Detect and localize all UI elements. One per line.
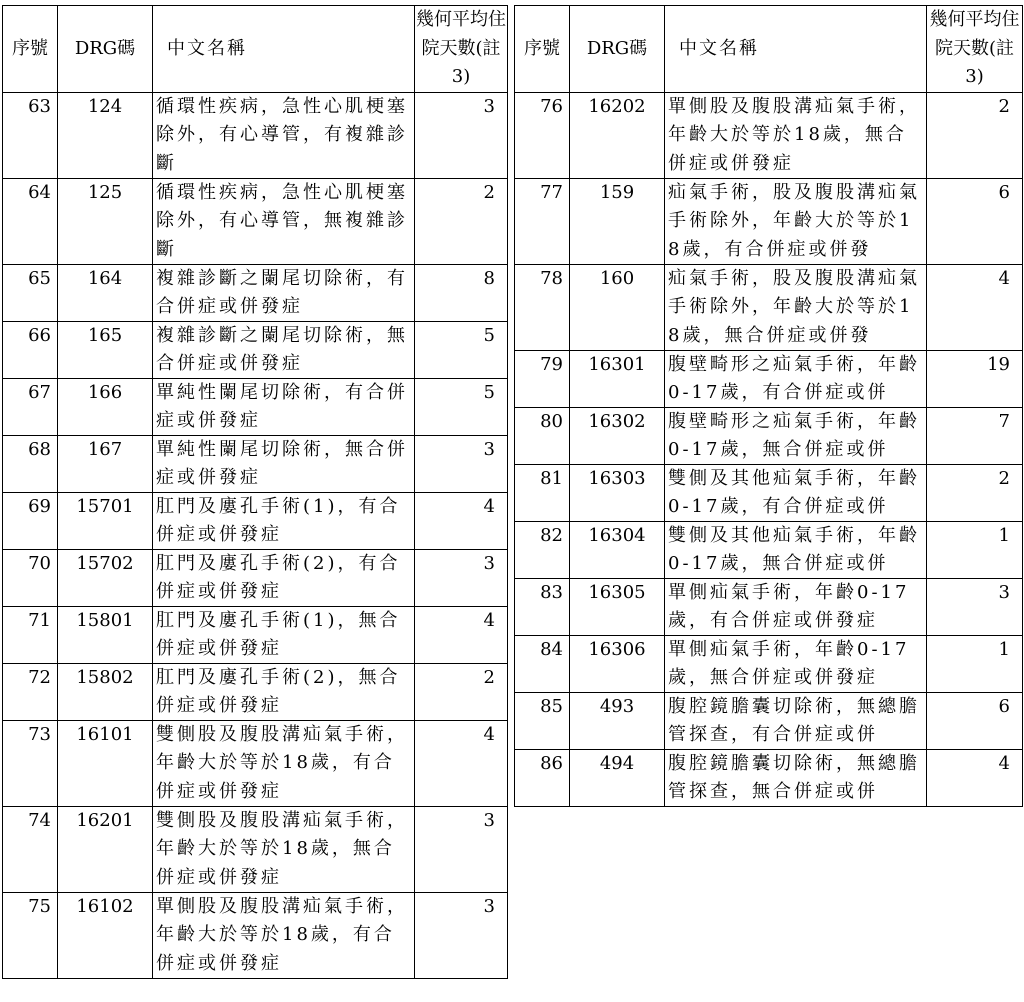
seq-cell [515, 92, 570, 178]
geo-cell [415, 92, 508, 178]
seq-cell [3, 321, 58, 378]
geo-cell-text: 3 [483, 438, 495, 460]
geo-cell [415, 178, 508, 264]
drg-cell [58, 720, 153, 806]
table-row [515, 178, 1023, 264]
table-row [515, 521, 1023, 578]
table-row [3, 92, 508, 178]
name-cell-text: 疝氣手術，股及腹股溝疝氣手術除外，年齡大於等於18歲，有合併症或併發 [668, 181, 920, 260]
seq-cell-text: 82 [540, 524, 563, 546]
name-cell [153, 549, 415, 606]
name-cell-text: 疝氣手術，股及腹股溝疝氣手術除外，年齡大於等於18歲，無合併症或併發 [668, 267, 920, 346]
name-cell [153, 321, 415, 378]
name-cell [665, 264, 927, 350]
drg-cell [58, 378, 153, 435]
name-cell [153, 378, 415, 435]
table-row [515, 578, 1023, 635]
name-cell-text: 雙側股及腹股溝疝氣手術，年齡大於等於18歲，無合併症或併發症 [156, 809, 408, 888]
drg-cell [570, 692, 665, 749]
geo-cell-text: 7 [998, 410, 1010, 432]
drg-cell-text: 124 [87, 95, 123, 117]
table-row [3, 549, 508, 606]
name-cell-text: 複雜診斷之闌尾切除術，無合併症或併發症 [156, 324, 408, 374]
name-cell [153, 606, 415, 663]
seq-cell-text: 67 [28, 381, 51, 403]
table-row [515, 692, 1023, 749]
seq-cell-text: 78 [540, 267, 563, 289]
name-cell [153, 663, 415, 720]
seq-cell [3, 92, 58, 178]
header-name: 中文名稱 [153, 6, 415, 93]
seq-cell [515, 635, 570, 692]
geo-cell [927, 264, 1023, 350]
geo-cell-text: 3 [483, 95, 495, 117]
header-seq: 序號 [3, 6, 58, 93]
drg-cell-text: 16301 [588, 353, 646, 375]
seq-cell [3, 378, 58, 435]
seq-cell-text: 72 [28, 666, 51, 688]
geo-cell [415, 806, 508, 892]
seq-cell [515, 264, 570, 350]
geo-cell-text: 4 [483, 495, 495, 517]
drg-cell-text: 16304 [588, 524, 646, 546]
name-cell-text: 腹腔鏡膽囊切除術，無總膽管探查，有合併症或併 [668, 695, 920, 745]
drg-cell [58, 806, 153, 892]
name-cell [153, 178, 415, 264]
geo-cell [415, 720, 508, 806]
drg-cell-text: 16202 [588, 95, 646, 117]
header-name: 中文名稱 [665, 6, 927, 93]
drg-cell [58, 663, 153, 720]
drg-table-left [2, 5, 508, 979]
seq-cell-text: 68 [28, 438, 51, 460]
drg-cell-text: 15702 [76, 552, 134, 574]
geo-cell [927, 692, 1023, 749]
geo-cell-text: 2 [483, 181, 495, 203]
drg-cell [58, 321, 153, 378]
seq-cell [3, 549, 58, 606]
drg-cell-text: 494 [599, 752, 635, 774]
drg-cell-text: 159 [599, 181, 635, 203]
geo-cell [927, 407, 1023, 464]
drg-cell [58, 264, 153, 321]
geo-cell [415, 435, 508, 492]
table-row [3, 492, 508, 549]
drg-cell [570, 749, 665, 806]
geo-cell-text: 4 [998, 752, 1010, 774]
name-cell [665, 178, 927, 264]
drg-cell-text: 160 [599, 267, 635, 289]
name-cell [153, 264, 415, 321]
drg-cell-text: 15801 [76, 609, 134, 631]
geo-cell-text: 4 [998, 267, 1010, 289]
left-table-body [3, 92, 508, 978]
seq-cell-text: 66 [28, 324, 51, 346]
table-row [3, 435, 508, 492]
name-cell [153, 92, 415, 178]
geo-cell [927, 178, 1023, 264]
drg-cell [570, 521, 665, 578]
geo-cell [927, 521, 1023, 578]
geo-cell-text: 2 [998, 467, 1010, 489]
name-cell [665, 749, 927, 806]
name-cell-text: 肛門及廔孔手術(2)，無合併症或併發症 [156, 666, 401, 716]
seq-cell-text: 74 [28, 809, 51, 831]
drg-cell-text: 167 [87, 438, 123, 460]
seq-cell [3, 435, 58, 492]
drg-cell-text: 125 [87, 181, 123, 203]
table-row [3, 606, 508, 663]
geo-cell [415, 549, 508, 606]
seq-cell [515, 464, 570, 521]
geo-cell-text: 1 [998, 638, 1010, 660]
drg-cell-text: 493 [599, 695, 635, 717]
name-cell [665, 92, 927, 178]
drg-cell [570, 178, 665, 264]
name-cell-text: 肛門及廔孔手術(1)，無合併症或併發症 [156, 609, 401, 659]
name-cell-text: 單側股及腹股溝疝氣手術，年齡大於等於18歲，有合併症或併發症 [156, 895, 408, 974]
geo-cell [415, 606, 508, 663]
name-cell-text: 單純性闌尾切除術，有合併症或併發症 [156, 381, 408, 431]
drg-cell-text: 16306 [588, 638, 646, 660]
drg-cell [58, 892, 153, 978]
seq-cell-text: 79 [540, 353, 563, 375]
drg-cell-text: 16101 [76, 723, 134, 745]
name-cell-text: 雙側及其他疝氣手術，年齡0-17歲，無合併症或併 [668, 524, 920, 574]
name-cell-text: 循環性疾病，急性心肌梗塞除外，有心導管，有複雜診斷 [156, 95, 408, 174]
geo-cell [927, 350, 1023, 407]
name-cell-text: 單純性闌尾切除術，無合併症或併發症 [156, 438, 408, 488]
drg-cell-text: 166 [87, 381, 123, 403]
name-cell-text: 肛門及廔孔手術(1)，有合併症或併發症 [156, 495, 401, 545]
seq-cell-text: 69 [28, 495, 51, 517]
seq-cell-text: 63 [28, 95, 51, 117]
header-geo: 幾何平均住院天數(註3) [415, 6, 508, 93]
name-cell [153, 720, 415, 806]
drg-cell [570, 264, 665, 350]
geo-cell-text: 4 [483, 609, 495, 631]
name-cell [665, 407, 927, 464]
drg-table-right [514, 5, 1023, 807]
seq-cell-text: 73 [28, 723, 51, 745]
seq-cell-text: 76 [540, 95, 563, 117]
seq-cell-text: 83 [540, 581, 563, 603]
drg-cell [58, 549, 153, 606]
geo-cell-text: 3 [483, 552, 495, 574]
drg-cell [58, 606, 153, 663]
table-row [3, 806, 508, 892]
name-cell [153, 892, 415, 978]
name-cell-text: 腹壁畸形之疝氣手術，年齡0-17歲，有合併症或併 [668, 353, 920, 403]
name-cell [153, 492, 415, 549]
name-cell [665, 464, 927, 521]
seq-cell [515, 521, 570, 578]
geo-cell-text: 5 [483, 324, 495, 346]
geo-cell-text: 3 [998, 581, 1010, 603]
drg-cell [570, 578, 665, 635]
header-geo: 幾何平均住院天數(註3) [927, 6, 1023, 93]
table-row [515, 635, 1023, 692]
geo-cell-text: 6 [998, 181, 1010, 203]
name-cell-text: 肛門及廔孔手術(2)，有合併症或併發症 [156, 552, 401, 602]
seq-cell [3, 663, 58, 720]
geo-cell-text: 3 [483, 809, 495, 831]
name-cell-text: 雙側股及腹股溝疝氣手術，年齡大於等於18歲，有合併症或併發症 [156, 723, 408, 802]
geo-cell [927, 635, 1023, 692]
geo-cell [927, 464, 1023, 521]
name-cell [153, 435, 415, 492]
name-cell-text: 單側疝氣手術，年齡0-17歲，無合併症或併發症 [668, 638, 910, 688]
drg-cell [570, 92, 665, 178]
seq-cell [515, 692, 570, 749]
seq-cell [3, 178, 58, 264]
table-row [515, 407, 1023, 464]
table-row [515, 749, 1023, 806]
header-seq: 序號 [515, 6, 570, 93]
geo-cell [415, 663, 508, 720]
seq-cell-text: 64 [28, 181, 51, 203]
drg-cell-text: 164 [87, 267, 123, 289]
right-table-body [515, 92, 1023, 806]
drg-cell [570, 350, 665, 407]
drg-cell-text: 15802 [76, 666, 134, 688]
geo-cell-text: 6 [998, 695, 1010, 717]
seq-cell [3, 720, 58, 806]
drg-cell-text: 165 [87, 324, 123, 346]
geo-cell [415, 378, 508, 435]
seq-cell [3, 892, 58, 978]
name-cell [665, 692, 927, 749]
geo-cell [415, 321, 508, 378]
drg-cell-text: 16201 [76, 809, 134, 831]
name-cell [665, 635, 927, 692]
seq-cell [515, 350, 570, 407]
seq-cell [3, 606, 58, 663]
geo-cell [927, 92, 1023, 178]
geo-cell-text: 8 [483, 267, 495, 289]
table-row [515, 264, 1023, 350]
geo-cell-text: 2 [998, 95, 1010, 117]
seq-cell-text: 65 [28, 267, 51, 289]
table-row [515, 350, 1023, 407]
name-cell-text: 腹腔鏡膽囊切除術，無總膽管探查，無合併症或併 [668, 752, 920, 802]
name-cell-text: 單側股及腹股溝疝氣手術，年齡大於等於18歲，無合併症或併發症 [668, 95, 920, 174]
name-cell [153, 806, 415, 892]
name-cell-text: 循環性疾病，急性心肌梗塞除外，有心導管，無複雜診斷 [156, 181, 408, 260]
table-row [3, 264, 508, 321]
seq-cell-text: 84 [540, 638, 563, 660]
name-cell-text: 雙側及其他疝氣手術，年齡0-17歲，有合併症或併 [668, 467, 920, 517]
seq-cell-text: 77 [540, 181, 563, 203]
name-cell [665, 521, 927, 578]
seq-cell-text: 80 [540, 410, 563, 432]
geo-cell-text: 2 [483, 666, 495, 688]
seq-cell-text: 86 [540, 752, 563, 774]
table-row [515, 92, 1023, 178]
table-row [3, 892, 508, 978]
seq-cell-text: 71 [28, 609, 51, 631]
geo-cell [927, 749, 1023, 806]
seq-cell [3, 264, 58, 321]
drg-cell-text: 15701 [76, 495, 134, 517]
table-row [3, 720, 508, 806]
drg-cell [58, 492, 153, 549]
table-row [3, 378, 508, 435]
seq-cell [515, 407, 570, 464]
seq-cell [515, 749, 570, 806]
drg-cell [58, 92, 153, 178]
geo-cell-text: 3 [483, 895, 495, 917]
table-row [3, 178, 508, 264]
table-row [3, 321, 508, 378]
name-cell [665, 350, 927, 407]
name-cell-text: 複雜診斷之闌尾切除術，有合併症或併發症 [156, 267, 408, 317]
name-cell-text: 單側疝氣手術，年齡0-17歲，有合併症或併發症 [668, 581, 910, 631]
geo-cell [415, 492, 508, 549]
drg-cell-text: 16305 [588, 581, 646, 603]
seq-cell-text: 85 [540, 695, 563, 717]
geo-cell-text: 4 [483, 723, 495, 745]
table-row [515, 464, 1023, 521]
drg-cell [570, 407, 665, 464]
header-drg: DRG碼 [58, 6, 153, 93]
name-cell [665, 578, 927, 635]
drg-cell-text: 16302 [588, 410, 646, 432]
drg-cell [58, 435, 153, 492]
geo-cell-text: 19 [987, 353, 1010, 375]
geo-cell [415, 892, 508, 978]
drg-cell-text: 16303 [588, 467, 646, 489]
header-drg: DRG碼 [570, 6, 665, 93]
geo-cell [927, 578, 1023, 635]
drg-cell [570, 464, 665, 521]
seq-cell [3, 806, 58, 892]
seq-cell-text: 70 [28, 552, 51, 574]
table-row [3, 663, 508, 720]
drg-cell [58, 178, 153, 264]
geo-cell [415, 264, 508, 321]
seq-cell-text: 75 [28, 895, 51, 917]
geo-cell-text: 1 [998, 524, 1010, 546]
seq-cell [515, 578, 570, 635]
header-row [3, 6, 508, 93]
seq-cell [515, 178, 570, 264]
drg-cell-text: 16102 [76, 895, 134, 917]
seq-cell [3, 492, 58, 549]
header-row [515, 6, 1023, 93]
drg-cell [570, 635, 665, 692]
name-cell-text: 腹壁畸形之疝氣手術，年齡0-17歲，無合併症或併 [668, 410, 920, 460]
seq-cell-text: 81 [540, 467, 563, 489]
geo-cell-text: 5 [483, 381, 495, 403]
